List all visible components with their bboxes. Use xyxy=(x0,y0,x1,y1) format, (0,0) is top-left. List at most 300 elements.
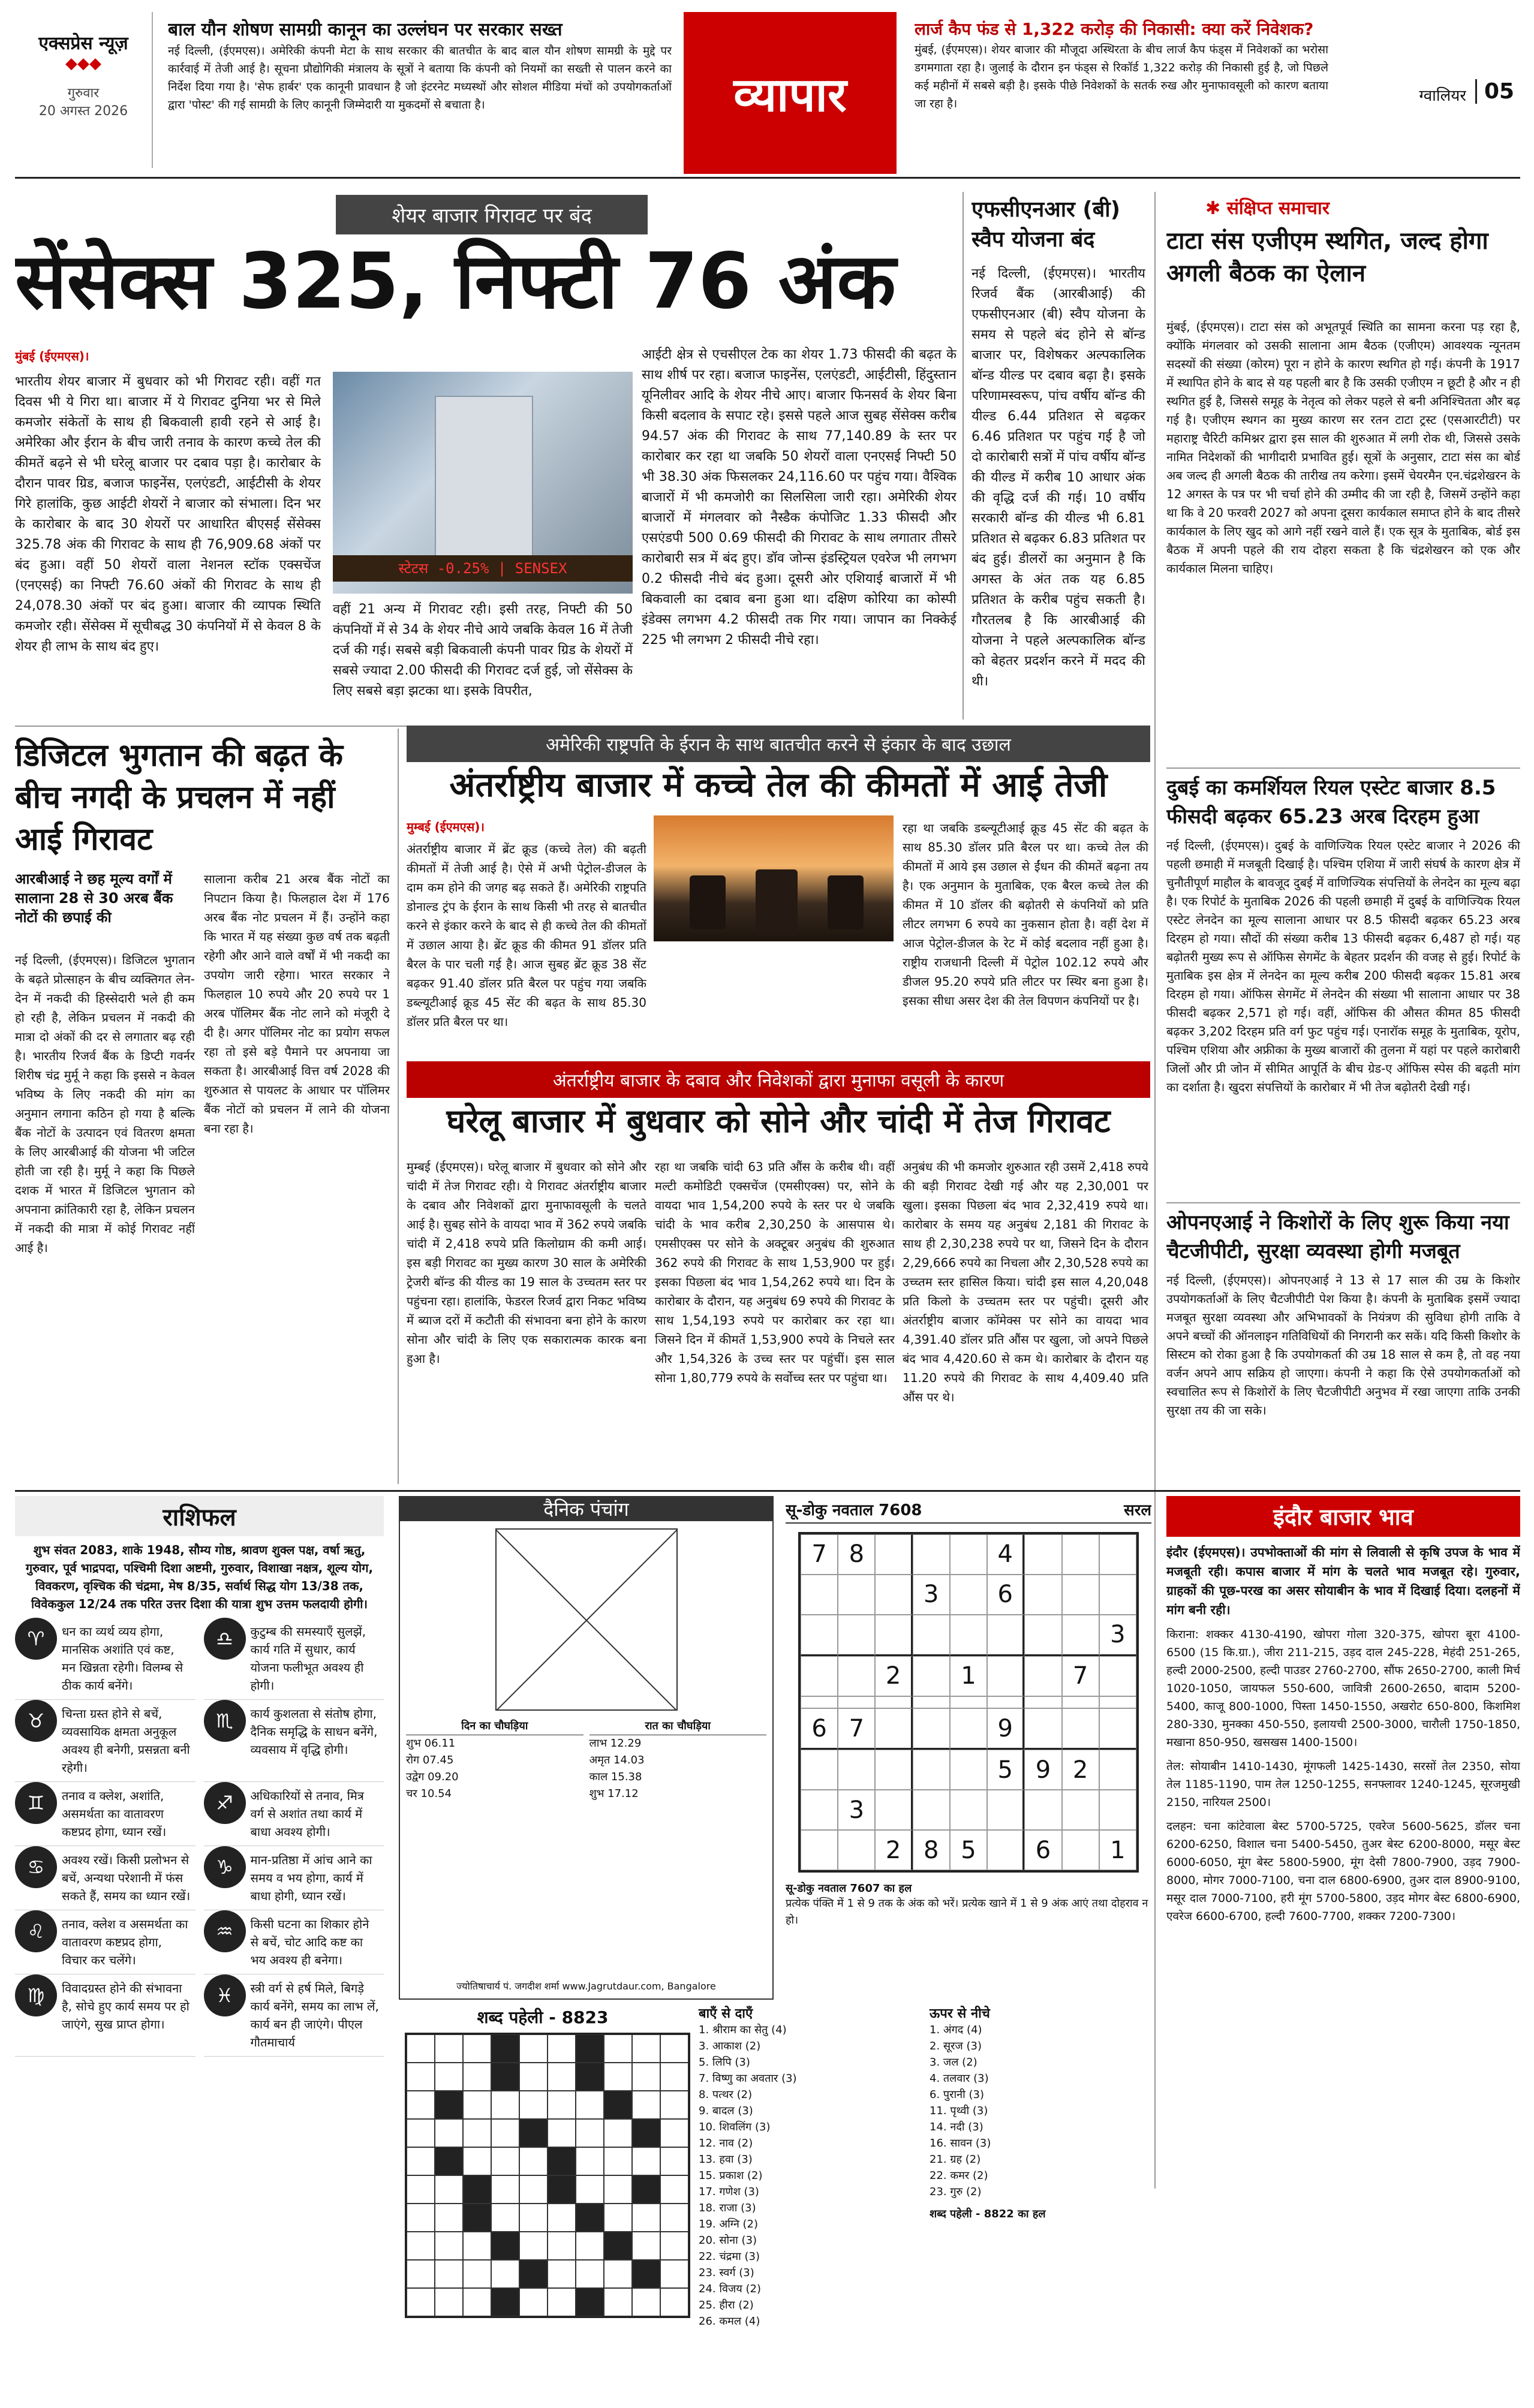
sudoku-cell: 2 xyxy=(1062,1750,1099,1790)
sudoku-cell xyxy=(913,1696,950,1709)
sudoku-grid xyxy=(798,1532,1139,1873)
sudoku-cell xyxy=(1099,1790,1136,1830)
sudoku-cell xyxy=(950,1534,987,1575)
sudoku-cell xyxy=(875,1750,912,1790)
crossword-cell xyxy=(491,2260,519,2288)
crossword-cell xyxy=(660,2288,688,2316)
crossword-cell xyxy=(491,2175,519,2204)
crossword-cell xyxy=(576,2147,604,2175)
crossword-cell xyxy=(407,2034,435,2063)
city-label: ग्वालियर xyxy=(1419,87,1466,105)
crossword-cell xyxy=(463,2147,491,2175)
crossword-solution-title: शब्द पहेली - 8822 का हल xyxy=(930,2208,1046,2220)
sign-text: कुटुम्ब की समस्याएँ सुलझें, कार्य गति में सुधार, कार्य योजना फलीभूत अवश्य ही होगी। xyxy=(250,1624,366,1693)
sign-text: तनाव व क्लेश, अशांति, असमर्थता का वातावरण कष्टप्रद होगा, ध्यान रखें। xyxy=(62,1789,167,1839)
crossword-cell xyxy=(548,2232,576,2260)
sudoku-cell xyxy=(838,1615,875,1656)
rashifal-title: राशिफल xyxy=(15,1496,384,1536)
sudoku-cell: 5 xyxy=(950,1830,987,1870)
crossword-cell xyxy=(660,2260,688,2288)
across-clue: 10. शिवलिंग (3) xyxy=(699,2121,771,2133)
crossword-cell xyxy=(660,2175,688,2204)
panchang-row: शुभ 17.12 xyxy=(589,1787,639,1800)
sign-row xyxy=(15,1782,195,1846)
virgo-icon: ♍ xyxy=(15,1974,57,2016)
sudoku-cell xyxy=(1099,1534,1136,1575)
crossword-cell xyxy=(463,2091,491,2119)
sudoku-cell xyxy=(950,1696,987,1709)
sudoku-cell: 6 xyxy=(987,1575,1024,1615)
panchang-row: उद्वेग 09.20 xyxy=(406,1771,459,1783)
down-clue: 16. सावन (3) xyxy=(930,2137,991,2150)
sudoku-cell xyxy=(801,1656,838,1696)
sudoku-cell xyxy=(1099,1575,1136,1615)
lead-headline: सेंसेक्स 325, निफ्टी 76 अंक xyxy=(15,237,896,326)
crude-dateline: मुम्बई (ईएमएस)। xyxy=(407,820,485,834)
down-clue: 3. जल (2) xyxy=(930,2056,977,2069)
sudoku-cell xyxy=(1062,1696,1099,1709)
crossword-cell xyxy=(491,2288,519,2316)
sudoku-cell: 2 xyxy=(875,1656,912,1696)
across-title: बाएँ से दाएँ xyxy=(699,2006,753,2021)
tata-text: मुंबई, (ईएमएस)। टाटा संस को अभूतपूर्व स्थिति का सामना करना पड़ रहा है, क्योंकि मंगलवार को उसकी सालाना आम बैठक (एजीएम) आवश्यक न्यूनतम सदस्यों की संख्या (कोरम) पूरा न होने के कारण स्थगित हो गई। कंपनी के 1917 में स्थापित होने के बाद से यह पहली बार है कि उसकी एजीएम न छूटी है और न ही स्थगित हुई है, जिससे समूह के नेतृत्व को लेकर पहले से बनी अनिश्चितता और बढ़ गई है। एजीएम स्थगन का मुख्य कारण सर रतन टाटा ट्रस्ट (एसआरटीटी) पर महाराष्ट्र चैरिटी कमिश्नर द्वारा इस साल की शुरुआत में लगी रोक थी, जिससे उसके नामित निदेशकों की भागीदारी प्रभावित हुई। सूत्रों के अनुसार, टाटा संस का बोर्ड अब जल्द ही अगली बैठक की तारीख तय करेगा। इसमें चेयरमैन एन.चंद्रशेखरन के 12 अगस्त के पत्र पर भी चर्चा होने की उम्मीद की जा रही है, जिसमें उन्होंने कहा था कि वे 20 फरवरी 2027 को अपना दूसरा कार्यकाल समाप्त होने के बाद तीसरे कार्यकाल के लिए खुद को आगे नहीं रखने वाले हैं। एक सूत्र के मुताबिक, बोर्ड इस बैठक में अपनी पहले की राय दोहरा सकता है कि चंद्रशेखरन को एक और कार्यकाल मिलना चाहिए। xyxy=(1166,320,1520,576)
page-number: 05 xyxy=(1475,79,1523,104)
sudoku-cell: 9 xyxy=(1024,1750,1061,1790)
panchang-row: चर 10.54 xyxy=(406,1787,452,1800)
sudoku-cell: 6 xyxy=(1024,1830,1061,1870)
crossword-cell xyxy=(576,2288,604,2316)
down-clue: 14. नदी (3) xyxy=(930,2121,983,2133)
lead-text-col2: वहीं 21 अन्य में गिरावट रही। इसी तरह, निफ्टी की 50 कंपनियों में से 34 के शेयर नीचे आये जबकि केवल 16 में तेजी दर्ज की गई। सबसे बड़ी बिकवाली कंपनी पावर ग्रिड के शेयरों में सबसे ज्यादा 2.00 फीसदी की गिरावट दर्ज हुई, जो सेंसेक्स के लिए सबसे बड़ा झटका था। इसके विपरीत, xyxy=(333,602,633,699)
sudoku-cell xyxy=(1099,1750,1136,1790)
digital-text-col2: सालाना करीब 21 अरब बैंक नोटों का निपटान किया है। फिलहाल देश में 176 अरब बैंक नोट प्रचलन में हैं। उन्होंने कहा कि भारत में यह संख्या कुछ वर्ष तक बढ़ती रहेगी और आने वाले वर्षों में भी नकदी का उपयोग जारी रहेगा। भारत सरकार ने फिलहाल 10 रुपये और 20 रुपये पर 1 अरब पॉलिमर बैंक नोट लाने को मंजूरी दे दी है। अगर पॉलिमर नोट का प्रयोग सफल रहा तो इसे बड़े पैमाने पर अपनाया जा सकता है। आरबीआई वित्त वर्ष 2028 की शुरुआत से पायलट के आधार पर पॉलिमर बैंक नोटों को प्रचलन में लाने की योजना बना रहा है। xyxy=(204,872,390,1136)
crossword-cell xyxy=(604,2091,632,2119)
panchang-night xyxy=(589,1718,767,1802)
crossword-cell xyxy=(463,2119,491,2147)
sudoku-cell xyxy=(1062,1830,1099,1870)
barrel-1 xyxy=(690,875,726,929)
dubai-text: नई दिल्ली, (ईएमएस)। दुबई के वाणिज्यिक रियल एस्टेट बाजार ने 2026 की पहली छमाही में मजबूती दिखाई है। पश्चिम एशिया में जारी संघर्ष के कारण क्षेत्र में चुनौतीपूर्ण माहौल के बावजूद दुबई में वाणिज्यिक संपत्तियों के लेनदेन का मूल्य बढ़ा है। एक रिपोर्ट के मुताबिक 2026 की पहली छमाही में दुबई के वाणिज्यिक रियल एस्टेट लेनदेन का मूल्य सालाना आधार पर 8.5 फीसदी बढ़कर 65.23 अरब दिरहम हो गया। सौदों की संख्या करीब 13 फीसदी बढ़कर 6,487 हो गई। यह बढ़ोतरी मुख्य रूप से ऑफिस सेगमेंट के बेहतर प्रदर्शन की वजह से हुई। रिपोर्ट के मुताबिक इस क्षेत्र में लेनदेन का मूल्य करीब 200 फीसदी बढ़कर 15.81 अरब दिरहम हो गया। ऑफिस सेगमेंट में लेनदेन की संख्या भी सालाना आधार पर 38 फीसदी बढ़कर 2,571 हो गई। वहीं, ऑफिस की औसत कीमत 85 फीसदी बढ़कर 3,202 दिरहम प्रति वर्ग फुट पहुंच गई। एनारॉक समूह के मुताबिक, यूरोप, पश्चिम एशिया और अफ्रीका के मुख्य बाजारों की तुलना में यहां पर पहले कारोबारी जिलों और प्री जोन में सीमित आपूर्ति के बीच ग्रेड-ए ऑफिस स्पेस की बढ़ती मांग का दर्शाता है। खुदरा संपत्तियों के कारोबार में भी तेज बढ़ोतरी देखी गई। xyxy=(1166,838,1520,1094)
crossword-cell xyxy=(632,2175,660,2204)
crossword-cell xyxy=(519,2204,548,2232)
crossword-cell xyxy=(463,2063,491,2091)
sudoku-title xyxy=(786,1496,1151,1524)
tata-headline: टाटा संस एजीएम स्थगित, जल्द होगा अगली बैठक का ऐलान xyxy=(1166,227,1488,287)
across-clue: 3. आकाश (2) xyxy=(699,2040,761,2052)
crossword-block xyxy=(399,2006,1151,2395)
crossword-cell xyxy=(435,2175,463,2204)
crossword-cell xyxy=(435,2034,463,2063)
top-left-brief xyxy=(168,18,672,168)
lead-text-col1: भारतीय शेयर बाजार में बुधवार को भी गिरावट रही। वहीं गत दिवस भी ये गिरा था। बाजार में ये गिरावट दुनिया भर से मिले कमजोर संकेतों के साथ ही बिकवाली हावी रहने से आई है। अमेरिका और ईरान के बीच जारी तनाव के कारण कच्चे तेल की कीमतें बढ़ने से भी घरेलू बाजार पर दबाव पड़ा है। कारोबार के दौरान पावर ग्रिड, बजाज फाइनेंस, एलएंडटी, आईटीसी के शेयर गिरे हालांकि, कुछ आईटी शेयरों ने बाजार को संभाला। दिन भर के कारोबार के बाद 30 शेयरों पर आधारित बीएसई सेंसेक्स 325.78 अंक की गिरावट के साथ ही 76,909.68 अंकों पर बंद हुआ। वहीं 50 शेयरों वाला नेशनल स्टॉक एक्सचेंज (एनएसई) का निफ्टी 76.60 अंकों की गिरावट के साथ ही 24,078.30 अंकों पर बंद हुआ। बाजार की व्यापक स्थिति कमजोर रही। सेंसेक्स में सूचीबद्ध 30 कंपनियों में से केवल 8 के शेयर ही लाभ के साथ बंद हुए। xyxy=(15,374,321,654)
rashifal-block xyxy=(15,1496,384,2395)
sudoku-rules: प्रत्येक पंक्ति में 1 से 9 तक के अंक को भरें। प्रत्येक खाने में 1 से 9 अंक आएं तथा दोहराव न हो। xyxy=(786,1897,1148,1927)
lead-kicker: शेयर बाजार गिरावट पर बंद xyxy=(336,195,648,234)
sudoku-cell xyxy=(801,1615,838,1656)
sudoku-cell: 9 xyxy=(987,1708,1024,1750)
gold-text-col3: अनुबंध की भी कमजोर शुरुआत रही उसमें 2,418 रुपये की बड़ी गिरावट देखी गई और यह 2,30,001 पर खुला। इसका पिछला बंद भाव 2,32,419 रुपये था। कारोबार के समय यह अनुबंध 2,181 की गिरावट के साथ ही 2,30,238 रुपये पर था, जिसने दिन के दौरान 2,29,666 रुपये का निचला और 2,30,528 रुपये का उच्च्तम स्तर हासिल किया। चांदी इस साल 4,20,048 प्रति किलो के उच्चतम स्तर पर पहुंची। दूसरी और अंतर्राष्ट्रीय बाजार कॉमेक्स पर सोने का वायदा भाव 4,391.40 डॉलर प्रति औंस पर खुला, जो अपने पिछले बंद भाव 4,420.60 से कम थे। कारोबार के दौरान यह 11.20 रुपये की गिरावट के साथ 4,409.40 प्रति औंस पर थे। xyxy=(903,1160,1148,1404)
photo-ticker: स्टेटस -0.25% | SENSEX xyxy=(333,555,633,582)
panchang-row: काल 15.38 xyxy=(589,1771,642,1783)
sign-text: अधिकारियों से तनाव, मित्र वर्ग से अशांत तथा कार्य में बाधा अवश्य होगी। xyxy=(250,1789,364,1839)
panchang-row: लाभ 12.29 xyxy=(589,1737,642,1750)
sudoku-cell: 3 xyxy=(1099,1615,1136,1656)
photo-building xyxy=(435,396,533,566)
sudoku-cell: 5 xyxy=(987,1750,1024,1790)
sudoku-cell xyxy=(1062,1708,1099,1750)
down-clue: 4. तलवार (3) xyxy=(930,2072,989,2085)
sudoku-cell xyxy=(838,1575,875,1615)
crossword-cell xyxy=(435,2204,463,2232)
crossword-cell xyxy=(435,2119,463,2147)
down-clue: 22. कमर (2) xyxy=(930,2169,988,2182)
crossword-cell xyxy=(491,2204,519,2232)
across-clue: 15. प्रकाश (2) xyxy=(699,2169,763,2182)
gold-kicker: अंतर्राष्ट्रीय बाजार के दबाव और निवेशकों द्वारा मुनाफा वसूली के कारण xyxy=(407,1061,1150,1098)
sudoku-cell: 4 xyxy=(987,1534,1024,1575)
sudoku-cell xyxy=(1062,1534,1099,1575)
crossword-cell xyxy=(463,2260,491,2288)
crossword-cell xyxy=(407,2147,435,2175)
sudoku-cell: 6 xyxy=(801,1708,838,1750)
crossword-cell xyxy=(632,2034,660,2063)
sign-text: स्त्री वर्ग से हर्ष मिले, बिगड़े कार्य बनेंगे, समय का लाभ लें, कार्य बन ही जाएंगे। पीएल गौतमाचार्य xyxy=(250,1981,379,2049)
crossword-cell xyxy=(548,2260,576,2288)
fcnr-headline: एफसीएनआर (बी) स्वैप योजना बंद xyxy=(971,197,1121,252)
top-left-brief-text: नई दिल्ली, (ईएमएस)। अमेरिकी कंपनी मेटा के साथ सरकार की बातचीत के बाद बाल यौन शोषण सामग्री के मुद्दे पर कार्रवाई में तेजी आई है। सूचना प्रौद्योगिकी मंत्रालय के सूत्रों ने बताया कि कंपनी को नियमों का सख्ती से पालन करने का निर्देश दिया गया है। 'सेफ हार्बर' एक कानूनी प्रावधान है जो इंटरनेट मध्यस्थों और सोशल मीडिया मंचों को उपयोगकर्ताओं द्वारा 'पोस्ट' की गई सामग्री के लिए कानूनी जिम्मेदारी या मुकदमों से बचाता है। xyxy=(168,44,672,112)
across-clue: 22. चंद्रमा (3) xyxy=(699,2250,760,2263)
sudoku-title-text: सू-डोकु नवताल 7608 xyxy=(786,1501,922,1519)
across-clue: 18. राजा (3) xyxy=(699,2202,756,2214)
lead-dateline: मुंबई (ईएमएस)। xyxy=(15,349,89,363)
sudoku-cell xyxy=(987,1615,1024,1656)
crossword-cell xyxy=(576,2063,604,2091)
crossword-cell xyxy=(632,2288,660,2316)
down-clue: 2. सूरज (3) xyxy=(930,2040,982,2052)
section-banner xyxy=(684,12,897,174)
across-clue: 1. श्रीराम का सेतु (4) xyxy=(699,2024,787,2036)
down-clue: 6. पुरानी (3) xyxy=(930,2088,985,2101)
crossword-cell xyxy=(604,2204,632,2232)
digital-subheadline: आरबीआई ने छह मूल्य वर्गों में सालाना 28 से 30 अरब बैंक नोटों की छपाई की xyxy=(15,871,173,926)
issue-date: 20 अगस्त 2026 xyxy=(38,104,128,119)
crossword-cell xyxy=(632,2063,660,2091)
pisces-icon: ♓ xyxy=(204,1974,246,2016)
barrel-3 xyxy=(828,875,864,929)
down-list xyxy=(930,2022,1148,2200)
rule-bottom-section xyxy=(15,1490,1520,1492)
across-clue: 19. अग्नि (2) xyxy=(699,2218,759,2231)
crossword-cell xyxy=(519,2091,548,2119)
rashifal-intro: शुभ संवत 2083, शाके 1948, सौम्य गोष्ठ, श्रावण शुक्ल पक्ष, वर्षा ऋतु, गुरुवार, पूर्व भाद्रपदा, पश्चिमी दिशा अष्टमी, गुरुवार, विशाखा नक्षत्र, शूल्य योग, विवकरण, वृश्चिक की चंद्रमा, मेष 8/35, सर्वार्थ सिद्ध योग 13/38 तक, विवेककुल 12/24 तक परित उत्तर दिशा की यात्रा शुभ उत्तम फलदायी होगी। xyxy=(25,1543,374,1611)
crossword-across xyxy=(699,2006,921,2329)
panchang-row: रोग 07.45 xyxy=(406,1754,454,1766)
gemini-icon: ♊ xyxy=(15,1782,57,1824)
crossword-cell xyxy=(604,2288,632,2316)
panchang-block xyxy=(399,1496,774,2000)
crossword-down xyxy=(930,2006,1148,2222)
down-title: ऊपर से नीचे xyxy=(930,2006,990,2021)
indore-title: इंदौर बाजार भाव xyxy=(1166,1496,1520,1537)
indore-oil: तेल: सोयाबीन 1410-1430, मूंगफली 1425-1430, सरसों तेल 2350, सोया तेल 1185-1190, पाम तेल 1250-1255, सनफ्लावर 1240-1245, सूरजमुखी 2150, नारियल 2500। xyxy=(1166,1760,1520,1809)
crossword-cell xyxy=(660,2204,688,2232)
sudoku-cell: 7 xyxy=(801,1534,838,1575)
crossword-cell xyxy=(463,2175,491,2204)
sudoku-cell xyxy=(1024,1656,1061,1696)
panchang-footer: ज्योतिषाचार्य पं. जगदीश शर्मा www.Jagrutdaur.com, Bangalore xyxy=(456,1980,716,1992)
sudoku-cell: 1 xyxy=(950,1656,987,1696)
across-clue: 5. लिपि (3) xyxy=(699,2056,750,2069)
sudoku-cell xyxy=(1099,1656,1136,1696)
sudoku-cell xyxy=(913,1790,950,1830)
crossword-cell xyxy=(632,2119,660,2147)
sudoku-cell: 3 xyxy=(913,1575,950,1615)
crossword-cell xyxy=(632,2204,660,2232)
across-list xyxy=(699,2022,921,2329)
sagittarius-icon: ♐ xyxy=(204,1782,246,1824)
sudoku-cell: 7 xyxy=(1062,1656,1099,1696)
crossword-cell xyxy=(407,2175,435,2204)
across-clue: 23. स्वर्ग (3) xyxy=(699,2266,754,2279)
crossword-cell xyxy=(660,2232,688,2260)
sudoku-cell xyxy=(913,1708,950,1750)
crossword-cell xyxy=(491,2147,519,2175)
sign-text: किसी घटना का शिकार होने से बचें, चोट आदि कष्ट का भय अवश्य ही बनेगा। xyxy=(250,1917,369,1967)
sign-text: मान-प्रतिष्ठा में आंच आने का समय व भय होगा, कार्य में बाधा होगी, ध्यान रखें। xyxy=(250,1853,372,1903)
gold-text-col1: मुम्बई (ईएमएस)। घरेलू बाजार में बुधवार को सोने और चांदी में तेज गिरावट रही। ये गिरावट अंतर्राष्ट्रीय बाजार के दबाव और निवेशकों द्वारा मुनाफावसूली के चलते आई है। सुबह सोने के वायदा भाव में 362 रुपये जबकि चांदी में 2,418 रुपये प्रति किलोग्राम की कमी आई। इस बड़ी गिरावट का मुख्य कारण 30 साल के अमेरिकी ट्रेजरी बॉन्ड की यील्ड का 19 साल के उच्चतम स्तर पर पहुंचना रहा। हालांकि, फेडरल रिजर्व द्वारा निकट भविष्य में ब्याज दरों में कटौती की संभावना बना होने के कारण सोना और चांदी के लिए एक सकारात्मक कारक बना हुआ है। xyxy=(407,1160,646,1366)
sudoku-cell xyxy=(875,1696,912,1709)
oil-barrels-photo xyxy=(654,815,894,941)
sudoku-cell: 8 xyxy=(913,1830,950,1870)
crossword-cell xyxy=(491,2034,519,2063)
sign-row xyxy=(204,1910,384,1974)
crossword-title: शब्द पहेली - 8823 xyxy=(477,2007,609,2027)
sudoku-cell xyxy=(1062,1615,1099,1656)
sign-text: चिन्ता ग्रस्त होने से बचें, व्यवसायिक क्षमता अनुकूल अवश्य ही बनेगी, प्रसन्नता बनी रहेगी। xyxy=(62,1706,190,1775)
sign-row xyxy=(204,1782,384,1846)
brief-label xyxy=(1205,195,1397,219)
sudoku-cell xyxy=(875,1615,912,1656)
sudoku-cell xyxy=(1099,1708,1136,1750)
panchang-title: दैनिक पंचांग xyxy=(400,1497,772,1521)
crossword-cell xyxy=(463,2288,491,2316)
sudoku-cell: 1 xyxy=(1099,1830,1136,1870)
capricorn-icon: ♑ xyxy=(204,1846,246,1888)
crossword-cell xyxy=(576,2232,604,2260)
crossword-cell xyxy=(548,2091,576,2119)
across-clue: 17. गणेश (3) xyxy=(699,2186,759,2198)
crossword-cell xyxy=(491,2063,519,2091)
sudoku-cell xyxy=(913,1750,950,1790)
sudoku-cell xyxy=(838,1696,875,1709)
fcnr-text: नई दिल्ली, (ईएमएस)। भारतीय रिजर्व बैंक (आरबीआई) की एफसीएनआर (बी) स्वैप योजना के समय से पहले बंद होने से बॉन्ड बाजार पर, विशेषकर अल्पकालिक बॉन्ड यील्ड पर दबाव बढ़ा है। इसके परिणामस्वरूप, पांच वर्षीय बॉन्ड की यील्ड 6.44 प्रतिशत से बढ़कर 6.46 प्रतिशत पर पहुंच गई है जो दो कारोबारी सत्रों में पांच वर्षीय बॉन्ड की यील्ड में करीब 10 आधार अंक की वृद्धि दर्ज की गई। 10 वर्षीय सरकारी बॉन्ड की यील्ड भी 6.81 प्रतिशत से बढ़कर 6.83 प्रतिशत पर बंद हुई। डीलरों का अनुमान है कि अगस्त के अंत तक यह 6.85 प्रतिशत के करीब पहुंच सकती है। गौरतलब है कि आरबीआई की योजना ने पहले अल्पकालिक बॉन्ड को बेहतर प्रदर्शन करने में मदद की थी। xyxy=(971,266,1145,689)
crossword-cell xyxy=(548,2288,576,2316)
sudoku-cell xyxy=(875,1534,912,1575)
sudoku-cell xyxy=(1024,1575,1061,1615)
crossword-cell xyxy=(548,2175,576,2204)
crossword-cell xyxy=(435,2232,463,2260)
divider-fcnr xyxy=(1154,192,1156,2189)
panchang-day xyxy=(406,1718,583,1802)
rule-tata xyxy=(1166,767,1520,769)
crossword-cell xyxy=(491,2091,519,2119)
sudoku-cell xyxy=(801,1750,838,1790)
crossword-cell xyxy=(632,2260,660,2288)
sudoku-cell xyxy=(875,1790,912,1830)
panchang-night-title: रात का चौघड़िया xyxy=(589,1718,767,1735)
crossword-cell xyxy=(632,2232,660,2260)
sudoku-cell xyxy=(838,1750,875,1790)
sudoku-cell xyxy=(913,1656,950,1696)
sudoku-solution-title: सू-डोकु नवताल 7607 का हल xyxy=(786,1882,912,1895)
crossword-cell xyxy=(604,2063,632,2091)
crossword-cell xyxy=(660,2034,688,2063)
sudoku-block xyxy=(786,1496,1151,2000)
crossword-cell xyxy=(548,2063,576,2091)
divider-digital xyxy=(398,729,399,1484)
crossword-cell xyxy=(407,2119,435,2147)
brand-logo: एक्सप्रेस न्यूज़ xyxy=(38,33,128,54)
across-clue: 26. कमल (4) xyxy=(699,2315,760,2328)
sign-row xyxy=(15,1974,195,2057)
issue-day: गुरुवार xyxy=(67,86,100,101)
crossword-cell xyxy=(463,2204,491,2232)
crossword-cell xyxy=(548,2034,576,2063)
crossword-cell xyxy=(519,2260,548,2288)
sudoku-cell xyxy=(987,1696,1024,1709)
divider-lead-right xyxy=(962,192,964,720)
sudoku-cell: 8 xyxy=(838,1534,875,1575)
crossword-cell xyxy=(660,2119,688,2147)
openai-headline: ओपनएआई ने किशोरों के लिए शुरू किया नया चैटजीपीटी, सुरक्षा व्यवस्था होगी मजबूत xyxy=(1166,1211,1509,1263)
leo-icon: ♌ xyxy=(15,1910,57,1952)
across-clue: 20. सोना (3) xyxy=(699,2234,757,2247)
gold-text-col2: रहा था जबकि चांदी 63 प्रति औंस के करीब थी। वहीं मल्टी कमोडिटी एक्सचेंज (एमसीएक्स) पर, सोने के वायदा भाव 1,54,200 रुपये के स्तर पर थे जबकि चांदी के भाव करीब 2,30,250 के आसपास थे। एमसीएक्स पर सोने के अक्टूबर अनुबंध की शुरुआत 362 रुपये की गिरावट के साथ 1,53,900 पर हुई। इसका पिछला बंद भाव 1,54,262 रुपये था। दिन के कारोबार के दौरान, यह अनुबंध 69 रुपये की गिरावट के साथ 1,54,193 रुपये पर कारोबार कर रहा था। जिसने दिन में कीमतें 1,53,900 रुपये के निचले स्तर और 1,54,326 के उच्च स्तर पर पहुंचीं। इस साल सोना 1,80,779 रुपये के सर्वोच्च स्तर पर पहुंचा था। xyxy=(655,1160,895,1385)
panchang-tables xyxy=(400,1718,772,1802)
sudoku-cell xyxy=(913,1534,950,1575)
crossword-cell xyxy=(660,2147,688,2175)
lead-text-col3: आईटी क्षेत्र से एचसीएल टेक का शेयर 1.73 फीसदी की बढ़त के साथ शीर्ष पर रहा। बजाज फाइनेंस, एलएंडटी, आईटीसी, हिंदुस्तान यूनिलीवर आदि के शेयर नीचे आए। बाजार फिनसर्व के शेयर बिना किसी बदलाव के सपाट रहे। इससे पहले आज सुबह सेंसेक्स करीब 94.57 अंक की गिरावट के साथ 77,140.89 के स्तर पर कारोबार कर रहा था जबकि 50 शेयरों वाला एनएसई निफ्टी 50 भी 38.30 अंक फिसलकर 24,116.60 पर पहुंच गया। वैश्विक बाजारों में भी कमजोरी का सिलसिला जारी रहा। अमेरिकी शेयर बाजारों में मंगलवार को नैस्डैक कंपोजिट 1.33 फीसदी और एसएंडपी 500 0.69 फीसदी की गिरावट के साथ लगातार तीसरे कारोबारी सत्र में बंद हुए। डॉव जोन्स इंडस्ट्रियल एवरेज भी लगभग 0.2 फीसदी नीचे बंद हुआ। दूसरी ओर एशियाई बाजारों में भी बिकवाली का दबाव बना हुआ था। दक्षिण कोरिया का कोस्पी इंडेक्स लगभग 4.2 फीसदी तक गिर गया। जापान का निक्केई 225 भी लगभग 2 फीसदी नीचे रहा। xyxy=(642,347,957,648)
indore-block xyxy=(1166,1496,1520,2395)
crossword-cell xyxy=(519,2063,548,2091)
sudoku-cell xyxy=(838,1656,875,1696)
crossword-cell xyxy=(435,2260,463,2288)
down-clue: 1. अंगद (4) xyxy=(930,2024,982,2036)
sudoku-cell xyxy=(987,1790,1024,1830)
down-clue: 11. पृथ्वी (3) xyxy=(930,2105,988,2117)
crossword-cell xyxy=(604,2260,632,2288)
crossword-cell xyxy=(604,2119,632,2147)
across-clue: 7. विष्णु का अवतार (3) xyxy=(699,2072,797,2085)
sudoku-cell xyxy=(950,1790,987,1830)
indore-intro: इंदौर (ईएमएस)। उपभोक्ताओं की मांग से लिवाली से कृषि उपज के भाव में मजबूती रही। कपास बाजार में मांग के चलते भाव मजबूत रहे। गुरुवार, ग्राहकों की पूछ-परख का असर सोयाबीन के भाव में दिखाई दिया। दलहनों में मांग बनी रही। xyxy=(1166,1545,1520,1617)
crossword-cell xyxy=(660,2063,688,2091)
sudoku-cell xyxy=(950,1575,987,1615)
sudoku-cell xyxy=(950,1708,987,1750)
crude-text-col1: अंतर्राष्ट्रीय बाजार में ब्रेंट क्रूड (कच्चे तेल) की बढ़ती कीमतों में तेजी आई है। ऐसे में अभी पेट्रोल-डीजल के दाम कम होने की जगह बढ़ सकते हैं। अमेरिकी राष्ट्रपति डोनाल्ड ट्रंप के ईरान के साथ किसी भी तरह से बातचीत करने से इंकार करने के बाद से ही कच्चे तेल की कीमतों में उछाल आया है। ब्रेंट क्रूड की कीमत 91 डॉलर प्रति बैरल के पार चली गई है। आज सुबह ब्रेंट क्रूड 38 सेंट बढ़कर 91.40 डॉलर प्रति बैरल पर पहुंच गया जबकि डब्ल्यूटीआई क्रूड 45 सेंट की बढ़त के साथ 85.30 डॉलर प्रति बैरल पर था। xyxy=(407,842,646,1029)
dubai-headline: दुबई का कमर्शियल रियल एस्टेट बाजार 8.5 फीसदी बढ़कर 65.23 अरब दिरहम हुआ xyxy=(1166,776,1496,829)
crude-headline: अंतर्राष्ट्रीय बाजार में कच्चे तेल की कीमतों में आई तेजी xyxy=(449,766,1108,805)
sign-text: धन का व्यर्थ व्यय होगा, मानसिक अशांति एवं कष्ट, मन खिन्नता रहेगी। विलम्ब से ठीक कार्य बनेंगे। xyxy=(62,1624,184,1693)
top-right-brief xyxy=(915,18,1328,168)
sudoku-cell xyxy=(801,1575,838,1615)
sign-row xyxy=(204,1618,384,1700)
gold-headline: घरेलू बाजार में बुधवार को सोने और चांदी में तेज गिरावट xyxy=(446,1102,1111,1140)
sudoku-cell xyxy=(1024,1708,1061,1750)
sign-row xyxy=(204,1846,384,1910)
crossword-cell xyxy=(519,2232,548,2260)
sudoku-cell xyxy=(950,1615,987,1656)
crossword-cell xyxy=(407,2091,435,2119)
sudoku-cell xyxy=(1024,1615,1061,1656)
sign-row xyxy=(15,1910,195,1974)
aquarius-icon: ♒ xyxy=(204,1910,246,1952)
across-clue: 9. बादल (3) xyxy=(699,2105,753,2117)
across-clue: 12. नाव (2) xyxy=(699,2137,753,2150)
sudoku-cell: 2 xyxy=(875,1830,912,1870)
crossword-cell xyxy=(660,2091,688,2119)
crossword-cell xyxy=(548,2119,576,2147)
crossword-cell xyxy=(435,2063,463,2091)
aries-icon: ♈ xyxy=(15,1618,57,1660)
crossword-cell xyxy=(519,2288,548,2316)
sudoku-cell xyxy=(987,1656,1024,1696)
libra-icon: ♎ xyxy=(204,1618,246,1660)
sudoku-cell xyxy=(1062,1575,1099,1615)
sudoku-cell xyxy=(1099,1696,1136,1709)
sudoku-cell xyxy=(987,1830,1024,1870)
panchang-row: शुभ 06.11 xyxy=(406,1737,456,1750)
across-clue: 25. हीरा (2) xyxy=(699,2299,754,2311)
down-clue: 21. ग्रह (2) xyxy=(930,2153,981,2166)
sudoku-level: सरल xyxy=(1124,1501,1151,1519)
sign-text: तनाव, क्लेश व असमर्थता का वातावरण कष्टप्रद होगा, विचार कर चलेंगे। xyxy=(62,1917,188,1967)
stock-exchange-photo xyxy=(333,372,633,594)
rashifal-grid xyxy=(15,1618,384,2057)
digital-headline: डिजिटल भुगतान की बढ़त के बीच नगदी के प्रचलन में नहीं आई गिरावट xyxy=(15,738,343,857)
top-right-brief-title: लार्ज कैप फंड से 1,322 करोड़ की निकासी: क्या करें निवेशक? xyxy=(915,19,1314,39)
crossword-cell xyxy=(519,2034,548,2063)
crossword-cell xyxy=(632,2091,660,2119)
sign-row xyxy=(15,1846,195,1910)
sign-text: अवश्य रखें। किसी प्रलोभन से बचें, अन्यथा परेशानी में फंस सकते हैं, समय का ध्यान रखें। xyxy=(62,1853,191,1903)
panchang-chart xyxy=(495,1528,678,1711)
crossword-cell xyxy=(576,2260,604,2288)
sudoku-cell: 7 xyxy=(838,1708,875,1750)
openai-text: नई दिल्ली, (ईएमएस)। ओपनएआई ने 13 से 17 साल की उम्र के किशोर उपयोगकर्ताओं के लिए चैटजीपीटी पेश किया है। कंपनी के मुताबिक इसमें ज्यादा मजबूत सुरक्षा व्यवस्था और अभिभावकों के नियंत्रण की सुविधा होगी ताकि वे अपने बच्चों की ऑनलाइन गतिविधियों की निगरानी कर सकें। यदि किसी किशोर के सिस्टम को रोका हुआ है कि उपयोगकर्ता की उम्र 18 साल से कम है, तो वह नया वर्जन अपने आप सक्रिय हो जाएगा। कंपनी ने कहा कि ऐसे उपयोगकर्ताओं को स्वचालित रूप से किशोरों के लिए चैटजीपीटी अनुभव में रखा जाएगा ताकि उनकी सुरक्षा तय की जा सके। xyxy=(1166,1273,1520,1417)
crossword-cell xyxy=(604,2232,632,2260)
sudoku-cell xyxy=(1024,1790,1061,1830)
digital-text-col1: नई दिल्ली, (ईएमएस)। डिजिटल भुगतान के बढ़ते प्रोत्साहन के बीच व्यक्तिगत लेन-देन में नकदी की हिस्सेदारी भले ही कम हो रही है, लेकिन प्रचलन में नकदी की मात्रा दो अंकों की दर से लगातार बढ़ रही है। भारतीय रिजर्व बैंक के डिप्टी गवर्नर शिरीष चंद्र मुर्मू ने कहा कि इससे न केवल भविष्य के लिए नकदी की मांग का अनुमान लगाना कठिन हो गया है बल्कि बैंक नोटों के उत्पादन एवं वितरण क्षमता के लिए आरबीआई की योजना भी जटिल होती जा रही है। मुर्मू ने कहा कि पिछले दशक में भारत में डिजिटल भुगतान को अपनाना क्रांतिकारी रहा है, लेकिन प्रचलन में नकदी की मात्रा में कोई गिरावट नहीं आई है। xyxy=(15,953,195,1255)
crossword-cell xyxy=(491,2119,519,2147)
crossword-cell xyxy=(463,2034,491,2063)
sudoku-cell xyxy=(838,1830,875,1870)
crossword-cell xyxy=(632,2147,660,2175)
crossword-cell xyxy=(576,2204,604,2232)
crossword-cell xyxy=(548,2147,576,2175)
sign-row xyxy=(204,1974,384,2057)
crossword-cell xyxy=(519,2119,548,2147)
panchang-row: अमृत 14.03 xyxy=(589,1754,645,1766)
crossword-cell xyxy=(435,2147,463,2175)
crossword-cell xyxy=(548,2204,576,2232)
crossword-cell xyxy=(604,2147,632,2175)
brief-label-text: संक्षिप्त समाचार xyxy=(1226,198,1330,219)
down-clue: 23. गुरु (2) xyxy=(930,2186,982,2198)
masthead-rule xyxy=(15,177,1520,179)
crossword-cell xyxy=(407,2232,435,2260)
scorpio-icon: ♏ xyxy=(204,1700,246,1742)
